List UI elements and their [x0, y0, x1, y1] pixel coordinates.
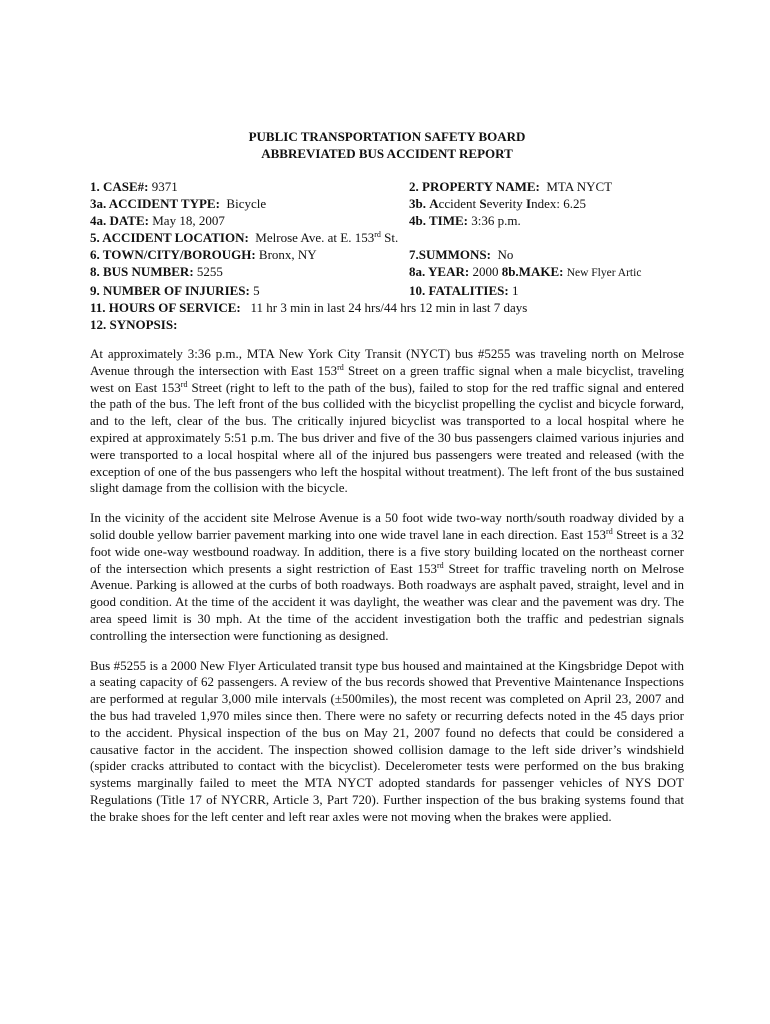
p2-sup-1: rd [606, 526, 613, 536]
field-row-1 [90, 178, 684, 195]
fatalities-label: 10. FATALITIES: [409, 283, 509, 298]
injuries-value: 5 [253, 283, 260, 298]
p1-text-c: Street (right to left to the path of the bus), failed to stop for the red traffic signal and entered the path of the bus. The left front of the bus collided with the bicyclist propelling the cyclist and bicycle forward, and to the left, clear of the bus. The critically injured bicyclist was transported to a local hospital where he expired at approximately 5:51 p.m. The bus driver and five of the 30 bus passengers claimed various injuries and were transported to a local hospital where all of the injured bus passengers were treated and released (with the exception of one of the bus passengers who left the hospital without treatment). The left front of the bus sustained slight damage from the collision with the bicycle. [90, 379, 684, 496]
report-title [90, 128, 684, 162]
title-line-1: PUBLIC TRANSPORTATION SAFETY BOARD [248, 129, 526, 144]
injuries-label: 9. NUMBER OF INJURIES: [90, 283, 250, 298]
town-label: 6. TOWN/CITY/BOROUGH: [90, 247, 256, 262]
location-value: Melrose Ave. at E. 153 [255, 230, 375, 245]
field-row-5 [90, 246, 684, 263]
make-value: New Flyer Artic [566, 267, 642, 279]
make-label: 8b.MAKE: [501, 264, 564, 279]
p1-text-a: At approximately 3:36 p.m., MTA New York City Transit (NYCT) bus #5255 was traveling north on Melrose Avenue through the intersection with East 153 [90, 346, 684, 378]
summons-value: No [497, 247, 514, 262]
date-value: May 18, 2007 [152, 213, 225, 228]
field-row-4 [90, 229, 684, 246]
field-row-3 [90, 212, 684, 229]
paragraph-1 [90, 346, 684, 497]
year-value: 2000 [472, 264, 499, 279]
p2-text-a: In the vicinity of the accident site Melrose Avenue is a 50 foot wide two-way north/south roadway divided by a solid double yellow barrier pavement marking into one wide travel lane in each direction. East 153 [90, 510, 684, 542]
severity-text-b: ccident [438, 196, 480, 211]
type-value: Bicycle [226, 196, 267, 211]
paragraph-3: Bus #5255 is a 2000 New Flyer Articulated transit type bus housed and maintained at the Kingsbridge Depot with a seating capacity of 62 passengers. A review of the bus records showed that Preventive Maintenance Inspections are performed at regular 3,000 mile intervals (±500miles), the most recent was completed on April 23, 2007 and the bus had traveled 1,970 miles since then. There were no safety or recurring defects noted in the 45 days prior to the accident. Physical inspection of the bus on May 21, 2007 found no defects that could be considered a causative factor in the accident. The inspection showed collision damage to the left side driver’s windshield (spider cracks attributed to contact with the bicyclist). Decelerometer tests were performed on the bus braking systems marginally failed to meet the MTA NYCT adopted standards for passenger vehicles of NYS DOT Regulations (Title 17 of NYCRR, Article 3, Part 720). Further inspection of the bus braking systems found that the brake shoes for the left center and left rear axles were not moving when the brakes were applied. [90, 657, 684, 824]
case-value: 9371 [151, 179, 178, 194]
summons-label: 7.SUMMONS: [409, 247, 491, 262]
property-label: 2. PROPERTY NAME: [409, 179, 540, 194]
p1-sup-2: rd [180, 379, 188, 389]
paragraph-2 [90, 510, 684, 644]
hours-label: 11. HOURS OF SERVICE: [90, 300, 241, 315]
time-value: 3:36 p.m. [471, 213, 521, 228]
synopsis-body [90, 346, 684, 826]
fatalities-value: 1 [511, 283, 519, 298]
severity-value: ndex: 6.25 [531, 196, 586, 211]
case-label: 1. CASE#: [90, 179, 149, 194]
field-row-9 [90, 316, 684, 333]
severity-initial-s: S [479, 196, 487, 211]
report-fields [90, 178, 684, 333]
p2-text-b: Street is a 32 foot wide one-way westbound roadway. In addition, there is a five story building located on the northeast corner of the intersection which presents a sight restriction of East 153 [90, 526, 685, 576]
report-page [90, 128, 684, 839]
town-value: Bronx, NY [258, 247, 317, 262]
field-row-7 [90, 282, 684, 299]
p1-text-b: Street on a green traffic signal when a male bicyclist, traveling west on East 153 [90, 362, 684, 395]
bus-label: 8. BUS NUMBER: [90, 264, 194, 279]
p1-sup-1: rd [337, 362, 344, 372]
title-line-2: ABBREVIATED BUS ACCIDENT REPORT [261, 146, 513, 161]
year-label: 8a. YEAR: [409, 264, 470, 279]
field-row-8 [90, 299, 684, 316]
p2-sup-2: rd [436, 560, 444, 570]
type-label: 3a. ACCIDENT TYPE: [90, 196, 220, 211]
date-label: 4a. DATE: [90, 213, 149, 228]
field-row-2 [90, 195, 684, 212]
location-label: 5. ACCIDENT LOCATION: [90, 230, 249, 245]
severity-initial-i: I [526, 196, 532, 211]
synopsis-label: 12. SYNOPSIS: [90, 317, 178, 332]
field-row-6 [90, 263, 684, 282]
hours-value: 11 hr 3 min in last 24 hrs/44 hrs 12 min in last 7 days [250, 300, 528, 315]
location-sup: rd [374, 230, 381, 239]
severity-text-d: everity [486, 196, 526, 211]
bus-value: 5255 [196, 264, 223, 279]
time-label: 4b. TIME: [409, 213, 468, 228]
severity-initial-a: A [429, 196, 439, 211]
p2-text-c: Street for traffic traveling north on Melrose Avenue. Parking is allowed at the curbs of both roadways. Both roadways are asphalt paved, straight, level and in good condition. At the time of the accident it was daylight, the weather was clear and the pavement was dry. The area speed limit is 30 mph. At the time of the accident investigation both the traffic and pedestrian signals controlling the intersection were functioning as designed. [90, 560, 684, 643]
severity-label: 3b. [409, 196, 426, 211]
location-tail: St. [380, 230, 399, 245]
property-value: MTA NYCT [546, 179, 613, 194]
